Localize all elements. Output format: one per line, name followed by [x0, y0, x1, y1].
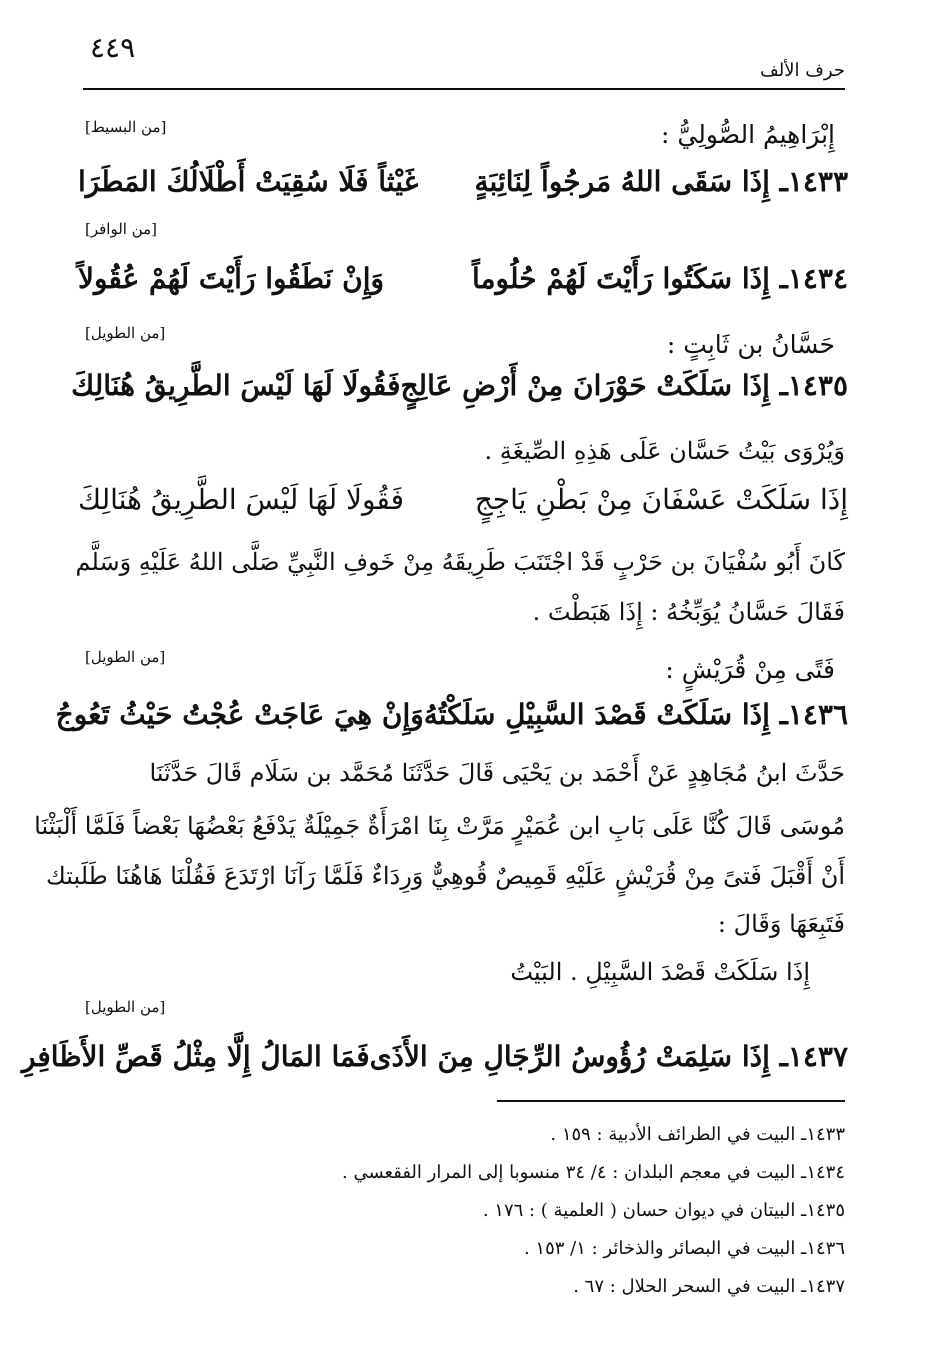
verse-1433: [78, 165, 848, 198]
meter-label-1435: [من الطويل]: [85, 324, 166, 342]
variant-verse-1435-first-hemistich: إِذَا سَلَكَتْ عَسْفَانَ مِنْ بَطْنِ يَاجِجٍ: [474, 483, 848, 516]
prose-1436-line-1: حَدَّثَ ابنُ مُجَاهِدٍ عَنْ أَحْمَد بن يَحْيَى قَالَ حَدَّثَنَا مُحَمَّد بن سَلَام قَالَ حَدَّثَنَا: [149, 759, 845, 787]
footnote-1434: ١٤٣٤ـ البيت في معجم البلدان : ٤/ ٣٤ منسوبا إلى المرار الفقعسي .: [342, 1162, 845, 1183]
meter-label-1433: [من البسيط]: [85, 118, 167, 136]
verse-1437-first-hemistich: ١٤٣٧ـ إِذَا سَلِمَتْ رُؤُوسُ الرِّجَالِ مِنَ الأَذَى: [369, 1040, 848, 1073]
footnote-1435: ١٤٣٥ـ البيتان في ديوان حسان ( العلمية ) : ١٧٦ .: [482, 1200, 845, 1221]
verse-1437: [21, 1040, 848, 1073]
variant-verse-1435-second-hemistich: فَقُولَا لَهَا لَيْسَ الطَّرِيقُ هُنَالِكَ: [78, 483, 404, 516]
verse-1435-second-hemistich: فَقُولَا لَهَا لَيْسَ الطَّرِيقُ هُنَالِكَ: [71, 369, 401, 402]
verse-1434-first-hemistich: ١٤٣٤ـ إِذَا سَكَتُوا رَأَيْتَ لَهُمْ حُلُوماً: [472, 262, 848, 295]
header-rule: [83, 88, 845, 90]
variant-intro-1435: وَيُرْوَى بَيْتُ حَسَّان عَلَى هَذِهِ الصِّيغَةِ .: [484, 437, 845, 465]
meter-label-1436: [من الطويل]: [85, 648, 166, 666]
footnote-1433: ١٤٣٣ـ البيت في الطرائف الأدبية : ١٥٩ .: [550, 1124, 845, 1145]
footnote-rule: [497, 1100, 845, 1102]
verse-1436-second-hemistich: وَإِنْ هِيَ عَاجَتْ عُجْتُ حَيْثُ تَعُوجُ: [55, 698, 424, 731]
verse-1434: [78, 262, 848, 295]
page-number: ٤٤٩: [90, 31, 136, 64]
poet-name-1433: إِبْرَاهِيمُ الصُّولِيُّ :: [661, 120, 835, 149]
footnote-1436: ١٤٣٦ـ البيت في البصائر والذخائر : ١/ ١٥٣ .: [523, 1238, 845, 1259]
verse-1433-second-hemistich: غَيْثاً فَلَا سُقِيَتْ أَطْلَالُكَ المَطَرَا: [78, 165, 419, 198]
verse-1436-first-hemistich: ١٤٣٦ـ إِذَا سَلَكَتْ قَصْدَ السَّبِيْلِ سَلَكْتُهُ: [423, 698, 848, 731]
verse-1435-first-hemistich: ١٤٣٥ـ إِذَا سَلَكَتْ حَوْرَانَ مِنْ أَرْضِ عَالِجٍ: [400, 369, 848, 402]
verse-1435: [71, 369, 848, 402]
section-title: حرف الألف: [760, 60, 845, 81]
prose-1436-line-3: أَنْ أَقْبَلَ فَتىً مِنْ قُرَيْشٍ عَلَيْهِ قَمِيصٌ قُوهِيٌّ وَرِدَاءٌ فَلَمَّا رَآنَا ارْتَدَعَ فَقُلْنَا هَاهُنَا طَلَبتك: [46, 862, 845, 890]
verse-1434-second-hemistich: وَإِنْ نَطَقُوا رَأَيْتَ لَهُمْ عُقُولاً: [78, 262, 384, 295]
variant-verse-1435: [78, 483, 848, 516]
prose-1436-line-4: فَتَبِعَهَا وَقَالَ :: [717, 910, 845, 938]
meter-label-1437: [من الطويل]: [85, 998, 166, 1016]
prose-1436-line-2: مُوسَى قَالَ كُنَّا عَلَى بَابِ ابن عُمَيْرٍ مَرَّتْ بِنَا امْرَأَةٌ جَمِيْلَةٌ يَدْفَعُ بَعْضُهَا بَعْضاً فَلَمَّا أَلْبَثْنَا: [34, 812, 845, 840]
meter-label-1434: [من الوافر]: [85, 220, 158, 238]
prose-1435-line-1: كَانَ أَبُو سُفْيَانَ بن حَرْبٍ قَدْ اجْتَنَبَ طَرِيقَهُ مِنْ خَوفِ النَّبِيِّ صَلَّى اللهُ عَلَيْهِ وَسَلَّم: [75, 548, 845, 576]
verse-1437-second-hemistich: فَمَا المَالُ إِلَّا مِثْلُ قَصِّ الأَظَافِرِ: [21, 1040, 370, 1073]
verse-1436: [55, 698, 848, 731]
footnote-1437: ١٤٣٧ـ البيت في السحر الحلال : ٦٧ .: [573, 1276, 845, 1297]
verse-1433-first-hemistich: ١٤٣٣ـ إِذَا سَقَى اللهُ مَرجُواً لِنَائِبَةٍ: [474, 165, 848, 198]
poet-name-1435: حَسَّانُ بن ثَابِتٍ :: [666, 330, 835, 359]
prose-1435-line-2: فَقَالَ حَسَّانُ يُوَبِّخُهُ : إِذَا هَبَطْتَ .: [532, 598, 845, 626]
quoted-line-1436: إِذَا سَلَكَتْ قَصْدَ السَّبِيْلِ . البَيْتُ: [510, 958, 810, 986]
poet-name-1436: فَتًى مِنْ قُرَيْشٍ :: [665, 655, 835, 684]
